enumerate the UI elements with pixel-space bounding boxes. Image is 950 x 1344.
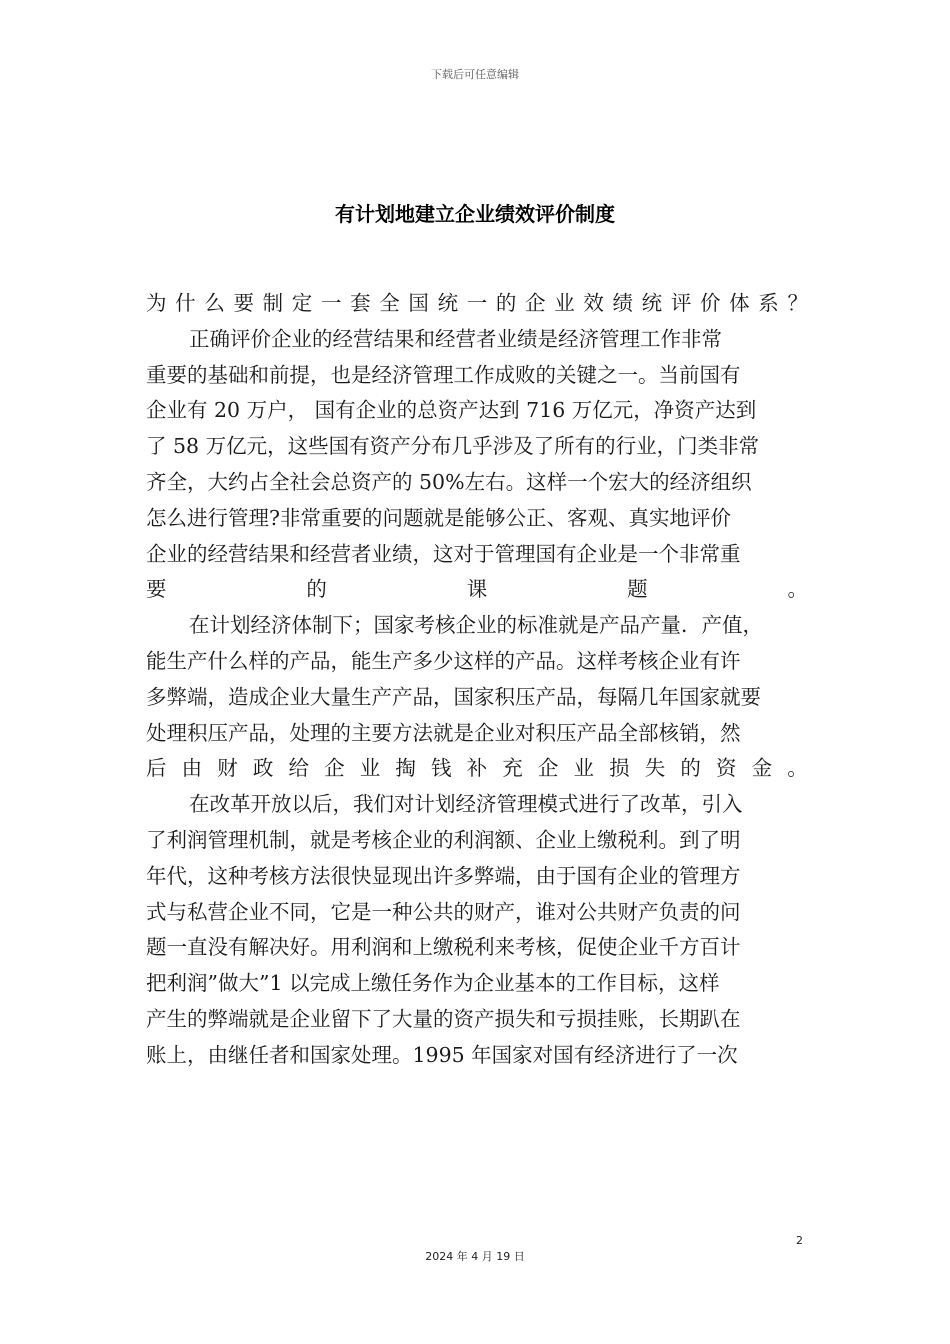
spread-char: 全 [379,291,400,315]
text-line: 题一直没有解决好。用利润和上缴税利来考核，促使企业千方百计 [146,935,741,960]
spread-char: 业 [554,291,575,315]
spread-char: 一 [320,291,342,315]
paragraph-3 [146,787,808,1073]
text-line: 在计划经济体制下；国家考核企业的标准就是产品产量．产值， [189,613,763,638]
spread-char: 的 [680,756,701,781]
text-line: 重要的基础和前提，也是经济管理工作成败的关键之一。当前国有 [146,362,741,387]
spread-char: 定 [291,291,313,315]
spread-char: 题 [627,577,648,602]
spread-char: 财 [217,756,238,781]
text-line: 产生的弊端就是企业留下了大量的资产损失和亏损挂账，长期趴在 [146,1006,741,1031]
spread-char: 要 [233,291,254,315]
page-header: 下载后可任意编辑 [431,68,519,81]
spread-char: 价 [699,291,721,315]
spread-char: 体 [729,291,750,315]
spread-char: 统 [437,291,459,315]
spread-char: 由 [181,756,203,781]
spread-char: 什 [175,291,196,315]
text-line: 年代，这种考核方法很快显现出许多弊端，由于国有企业的管理方 [146,863,741,888]
spread-char: 金 [751,756,773,781]
text-line: 多弊端，造成企业大量生产产品，国家积压产品，每隔几年国家就要 [146,684,761,709]
document-title: 有计划地建立企业绩效评价制度 [335,202,615,226]
spread-char: 企 [525,291,546,315]
spread-char: 么 [204,291,225,315]
spread-char: 国 [408,291,429,315]
text-line: 正确评价企业的经营结果和经营者业绩是经济管理工作非常 [189,326,722,351]
spread-char: 套 [350,291,371,315]
text-line: 了利润管理机制，就是考核企业的利润额、企业上缴税利。到了明 [146,827,741,852]
spread-char: 业 [359,756,381,781]
text-line: 能生产什么样的产品，能生产多少这样的产品。这样考核企业有许 [146,648,741,673]
spread-char: 政 [252,756,274,781]
spread-char: 钱 [431,756,452,781]
spread-char: 制 [262,291,284,315]
spread-char: 企 [324,756,345,781]
spread-char: 统 [641,291,663,315]
spread-char: 损 [609,756,630,781]
spread-char: 失 [644,756,666,781]
spread-char: 资 [716,756,737,781]
text-line: 怎么进行管理?非常重要的问题就是能够公正、客观、真实地评价 [146,505,731,530]
text-line: 式与私营企业不同，它是一种公共的财产，谁对公共财产负责的问 [146,899,741,924]
page-number: 2 [796,1234,803,1247]
text-line: 企业的经营结果和经营者业绩，这对于管理国有企业是一个非常重 [146,541,741,566]
footer-date: 2024 年 4 月 19 日 [425,1250,525,1263]
spread-char: 课 [466,577,488,602]
spread-char: 。 [787,756,808,781]
text-line-justified [146,572,808,608]
spread-char: 评 [670,291,692,315]
spread-char: 充 [502,756,523,781]
spread-char: 要 [146,577,167,602]
text-line-justified [146,751,808,787]
spread-char: 掏 [395,756,416,781]
text-line: 企业有 20 万户， 国有企业的总资产达到 716 万亿元，净资产达到 [146,398,757,423]
spread-char: 给 [288,756,309,781]
question-line [146,286,808,322]
document-body [146,286,808,1074]
spread-char: 企 [537,756,559,781]
spread-char: 业 [573,756,594,781]
spread-char: ？ [787,291,808,315]
spread-char: 的 [306,577,327,602]
text-line: 在改革开放以后，我们对计划经济管理模式进行了改革，引入 [189,792,743,817]
spread-char: 后 [146,756,167,781]
text-line: 了 58 万亿元，这些国有资产分布几乎涉及了所有的行业，门类非常 [146,434,760,459]
text-line: 处理积压产品，处理的主要方法就是企业对积压产品全部核销，然 [146,720,741,745]
spread-char: 的 [495,291,517,315]
paragraph-1 [146,322,808,608]
text-line: 把利润”做大”1 以完成上缴任务作为企业基本的工作目标，这样 [146,971,720,996]
spread-char: 为 [146,291,167,315]
spread-char: 系 [758,291,779,315]
spread-char: 效 [583,291,604,315]
paragraph-2 [146,608,808,787]
spread-char: 一 [466,291,488,315]
spread-char: 补 [466,756,488,781]
text-line: 账上，由继任者和国家处理。1995 年国家对国有经济进行了一次 [146,1042,738,1067]
spread-char: 绩 [612,291,633,315]
spread-char: 。 [787,577,808,602]
text-line: 齐全，大约占全社会总资产的 50%左右。这样一个宏大的经济组织 [146,469,752,494]
